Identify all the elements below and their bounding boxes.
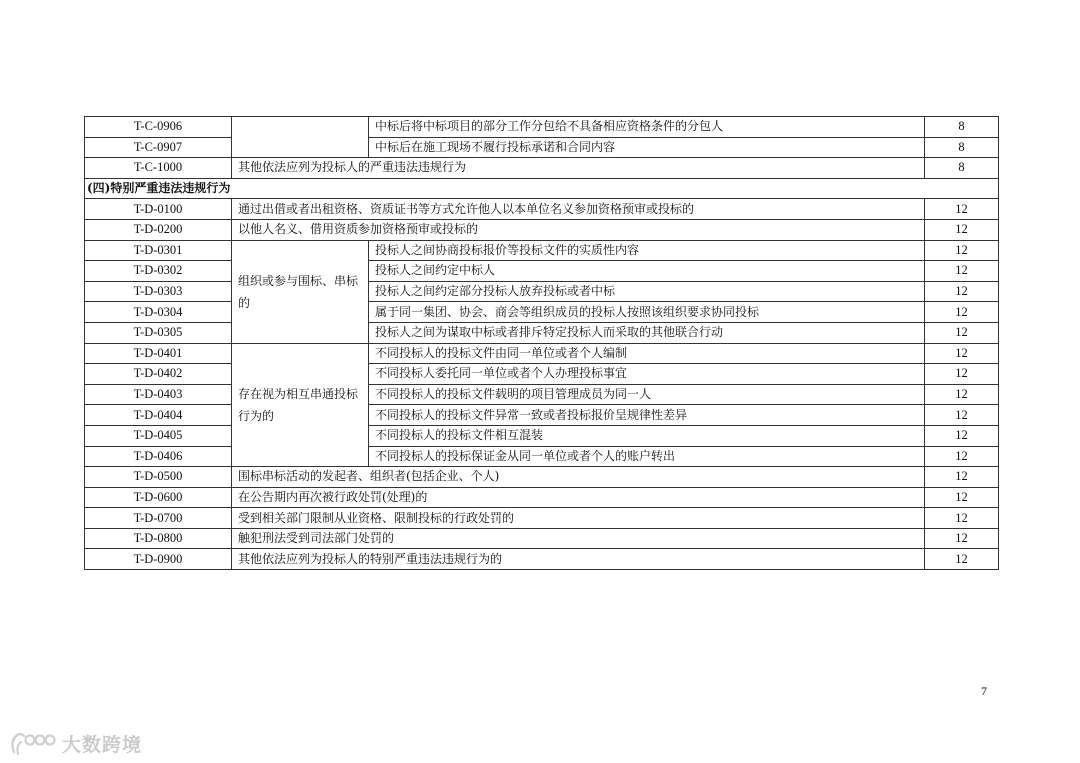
row-code: T-D-0700 [85, 508, 232, 529]
row-code: T-D-0100 [85, 199, 232, 220]
row-score: 12 [925, 199, 999, 220]
row-description: 中标后将中标项目的部分工作分包给不具备相应资格条件的分包人 [369, 117, 925, 138]
row-description: 其他依法应列为投标人的严重违法违规行为 [232, 158, 925, 179]
row-description: 围标串标活动的发起者、组织者(包括企业、个人) [232, 467, 925, 488]
row-score: 12 [925, 508, 999, 529]
row-description: 属于同一集团、协会、商会等组织成员的投标人按照该组织要求协同投标 [369, 302, 925, 323]
table-row [85, 446, 999, 467]
row-description: 以他人名义、借用资质参加资格预审或投标的 [232, 219, 925, 240]
table-row [85, 302, 999, 323]
row-description: 投标人之间协商投标报价等投标文件的实质性内容 [369, 240, 925, 261]
table-row [85, 528, 999, 549]
row-description: 受到相关部门限制从业资格、限制投标的行政处罚的 [232, 508, 925, 529]
row-code: T-D-0403 [85, 384, 232, 405]
table-row [85, 425, 999, 446]
row-description: 投标人之间约定部分投标人放弃投标或者中标 [369, 281, 925, 302]
row-description: 通过出借或者出租资格、资质证书等方式允许他人以本单位名义参加资格预审或投标的 [232, 199, 925, 220]
row-code: T-D-0900 [85, 549, 232, 570]
row-description: 投标人之间为谋取中标或者排斥特定投标人而采取的其他联合行动 [369, 322, 925, 343]
page-number: 7 [981, 684, 987, 698]
brand-logo-icon [8, 728, 56, 758]
table-row [85, 117, 999, 138]
row-score: 12 [925, 364, 999, 385]
row-score: 8 [925, 158, 999, 179]
row-score: 12 [925, 487, 999, 508]
row-score: 12 [925, 322, 999, 343]
table-row [85, 137, 999, 158]
row-score: 12 [925, 240, 999, 261]
row-description: 不同投标人委托同一单位或者个人办理投标事宜 [369, 364, 925, 385]
row-description: 投标人之间约定中标人 [369, 261, 925, 282]
group-label: 组织或参与围标、串标的 [232, 240, 369, 343]
table-row [85, 261, 999, 282]
row-description: 不同投标人的投标文件异常一致或者投标报价呈规律性差异 [369, 405, 925, 426]
row-description: 触犯刑法受到司法部门处罚的 [232, 528, 925, 549]
row-score: 12 [925, 261, 999, 282]
row-code: T-D-0500 [85, 467, 232, 488]
row-description: 在公告期内再次被行政处罚(处理)的 [232, 487, 925, 508]
table-row [85, 343, 999, 364]
row-code: T-D-0302 [85, 261, 232, 282]
row-code: T-C-0906 [85, 117, 232, 138]
section-title: (四)特别严重违法违规行为 [85, 178, 999, 199]
row-code: T-D-0406 [85, 446, 232, 467]
group-label: 存在视为相互串通投标行为的 [232, 343, 369, 467]
row-code: T-D-0305 [85, 322, 232, 343]
row-description: 不同投标人的投标文件由同一单位或者个人编制 [369, 343, 925, 364]
row-score: 12 [925, 549, 999, 570]
row-description: 其他依法应列为投标人的特别严重违法违规行为的 [232, 549, 925, 570]
row-code: T-D-0405 [85, 425, 232, 446]
table-row [85, 384, 999, 405]
table-row [85, 219, 999, 240]
table-row [85, 467, 999, 488]
row-score: 12 [925, 467, 999, 488]
table-row [85, 322, 999, 343]
row-code: T-D-0200 [85, 219, 232, 240]
row-score: 12 [925, 384, 999, 405]
violation-table [84, 116, 999, 570]
row-score: 12 [925, 281, 999, 302]
watermark [8, 726, 142, 760]
row-score: 12 [925, 302, 999, 323]
row-score: 12 [925, 405, 999, 426]
row-code: T-C-0907 [85, 137, 232, 158]
row-score: 8 [925, 137, 999, 158]
row-code: T-D-0600 [85, 487, 232, 508]
table-row [85, 549, 999, 570]
row-score: 12 [925, 219, 999, 240]
row-score: 12 [925, 528, 999, 549]
table-row [85, 281, 999, 302]
row-score: 12 [925, 425, 999, 446]
row-code: T-D-0303 [85, 281, 232, 302]
row-score: 12 [925, 343, 999, 364]
row-description: 不同投标人的投标文件相互混装 [369, 425, 925, 446]
row-code: T-C-1000 [85, 158, 232, 179]
empty-group-cell [232, 117, 369, 158]
table-row [85, 364, 999, 385]
row-code: T-D-0404 [85, 405, 232, 426]
row-score: 8 [925, 117, 999, 138]
table-row [85, 405, 999, 426]
row-description: 中标后在施工现场不履行投标承诺和合同内容 [369, 137, 925, 158]
row-code: T-D-0301 [85, 240, 232, 261]
row-code: T-D-0402 [85, 364, 232, 385]
row-score: 12 [925, 446, 999, 467]
table-row [85, 508, 999, 529]
row-code: T-D-0304 [85, 302, 232, 323]
row-description: 不同投标人的投标保证金从同一单位或者个人的账户转出 [369, 446, 925, 467]
table-row [85, 158, 999, 179]
table-row [85, 199, 999, 220]
section-row [85, 178, 999, 199]
row-code: T-D-0800 [85, 528, 232, 549]
table-row [85, 240, 999, 261]
row-description: 不同投标人的投标文件载明的项目管理成员为同一人 [369, 384, 925, 405]
watermark-text: 大数跨境 [62, 733, 143, 756]
row-code: T-D-0401 [85, 343, 232, 364]
table-row [85, 487, 999, 508]
